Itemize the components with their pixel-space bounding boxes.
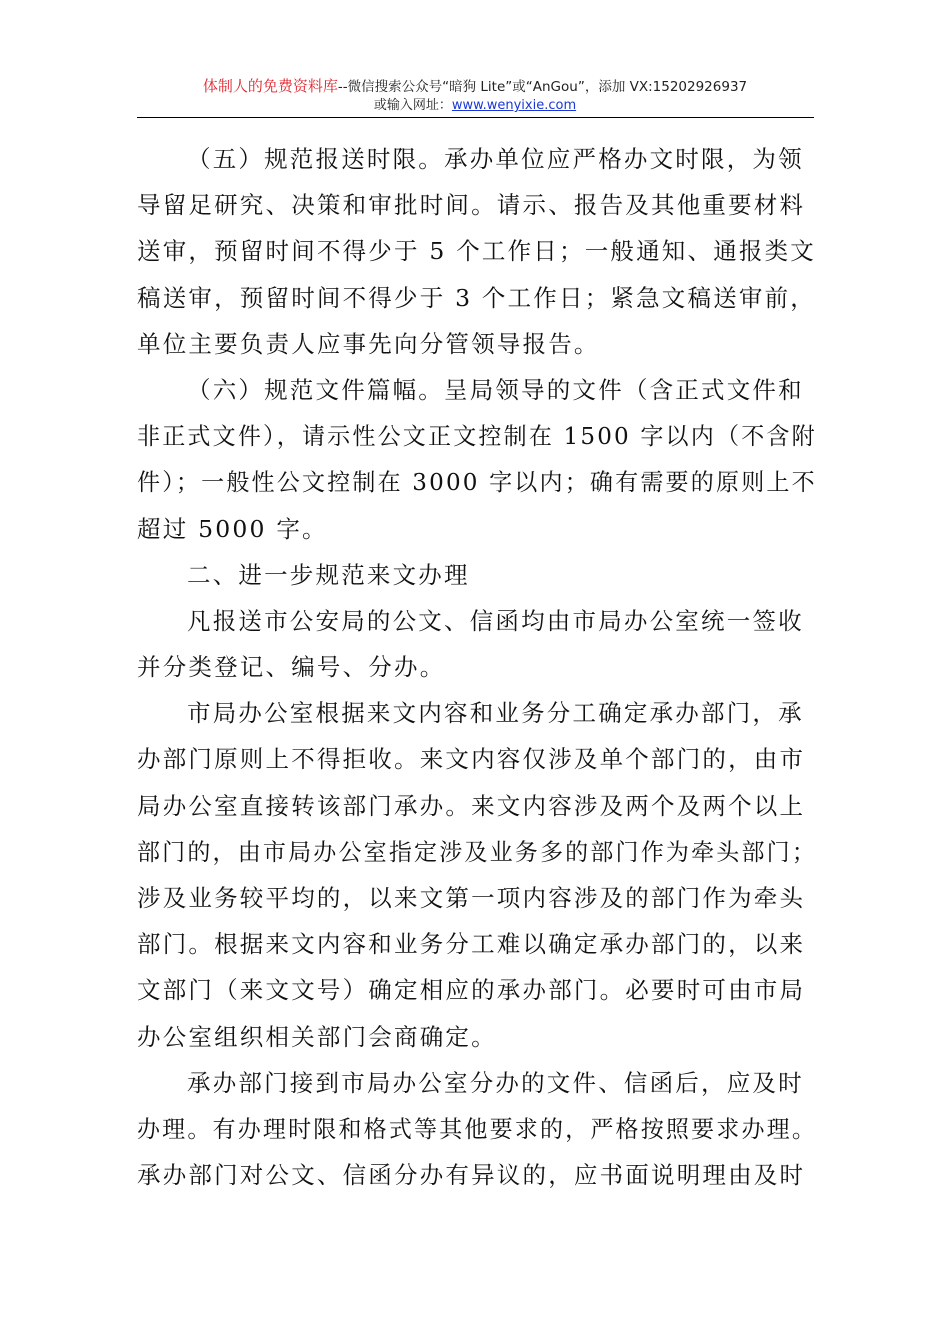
body-line: 凡报送市公安局的公文、信函均由市局办公室统一签收 (187, 606, 804, 635)
body-line: 并分类登记、编号、分办。 (137, 653, 446, 682)
body-line: 办理。有办理时限和格式等其他要求的，严格按照要求办理。 (137, 1114, 818, 1143)
body-line: 部门。根据来文内容和业务分工难以确定承办部门的，以来 (137, 930, 806, 959)
header-url-line (0, 97, 950, 115)
body-line: 文部门（来文文号）确定相应的承办部门。必要时可由市局 (137, 976, 806, 1005)
body-line: 办部门原则上不得拒收。来文内容仅涉及单个部门的，由市 (137, 745, 806, 774)
body-line: 导留足研究、决策和审批时间。请示、报告及其他重要材料 (137, 191, 806, 220)
body-line: 承办部门接到市局办公室分办的文件、信函后，应及时 (187, 1068, 804, 1097)
header-url-prefix: 或输入网址： (373, 98, 452, 113)
body-line: 市局办公室根据来文内容和业务分工确定承办部门，承 (187, 699, 804, 728)
body-line: 承办部门对公文、信函分办有异议的，应书面说明理由及时 (137, 1161, 806, 1190)
header-divider (137, 117, 814, 118)
body-line: 局办公室直接转该部门承办。来文内容涉及两个及两个以上 (137, 791, 806, 820)
header-brand: 体制人的免费资料库 (202, 77, 338, 95)
body-line: 超过 5000 字。 (137, 514, 328, 543)
body-line: 涉及业务较平均的，以来文第一项内容涉及的部门作为牵头 (137, 884, 806, 912)
body-line: 部门的，由市局办公室指定涉及业务多的部门作为牵头部门； (137, 837, 818, 866)
body-line: 件）；一般性公文控制在 3000 字以内；确有需要的原则上不 (137, 468, 817, 497)
document-body (137, 136, 817, 1198)
body-line: 稿送审，预留时间不得少于 3 个工作日；紧急文稿送审前， (137, 283, 816, 312)
section-heading: 二、进一步规范来文办理 (187, 560, 470, 589)
header-promo-line (0, 76, 950, 97)
body-line: 送审，预留时间不得少于 5 个工作日；一般通知、通报类文 (137, 237, 816, 266)
body-line: （五）规范报送时限。承办单位应严格办文时限，为领 (187, 145, 804, 173)
body-line: （六）规范文件篇幅。呈局领导的文件（含正式文件和 (187, 375, 804, 404)
header-url-link[interactable]: www.wenyixie.com (451, 98, 577, 113)
body-line: 单位主要负责人应事先向分管领导报告。 (137, 329, 600, 358)
header-promo-text: --微信搜索公众号“暗狗 Lite”或“AnGou”，添加 VX:15202926937 (337, 79, 748, 95)
body-line: 非正式文件），请示性公文正文控制在 1500 字以内（不含附 (137, 422, 817, 451)
page-header (0, 76, 950, 115)
body-line: 办公室组织相关部门会商确定。 (137, 1022, 497, 1051)
